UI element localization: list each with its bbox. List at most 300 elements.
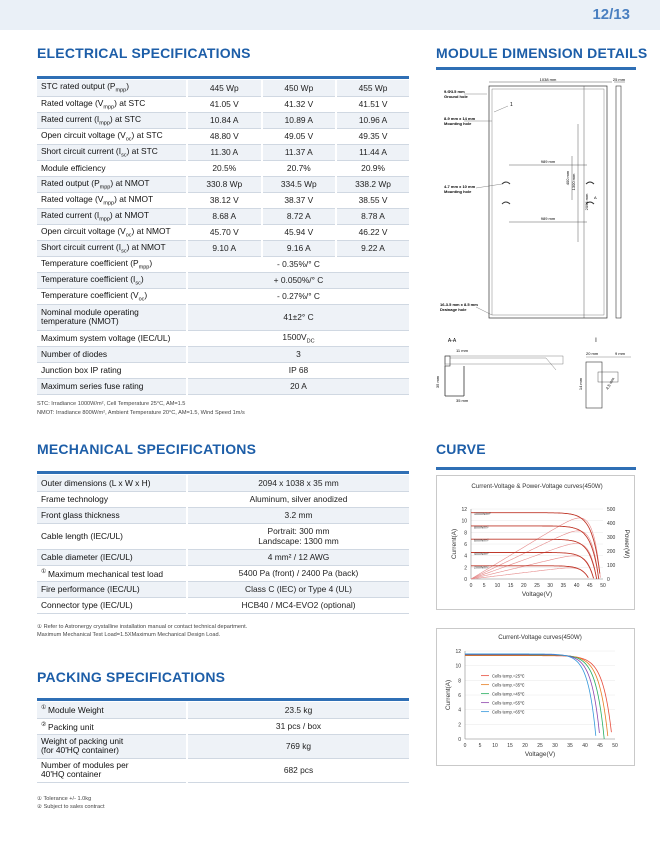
y-tick-label: 12 xyxy=(461,507,467,513)
curve-title: CURVE xyxy=(436,441,486,457)
spec-label-text: Maximum mechanical test load xyxy=(48,568,164,579)
table-row xyxy=(37,581,409,597)
spec-value-text: 41±2° C xyxy=(283,312,314,322)
y-tick-label: 0 xyxy=(458,737,461,743)
table-row xyxy=(37,176,409,192)
power-curve xyxy=(471,568,589,579)
spec-value: 45.70 V xyxy=(187,224,262,240)
mount-spacing-label-1: 989 mm xyxy=(540,159,556,164)
table-row xyxy=(37,160,409,176)
spec-label xyxy=(37,565,187,581)
x-tick-label: 15 xyxy=(507,743,513,749)
spec-label xyxy=(37,304,187,330)
y-axis-label: Current(A) xyxy=(445,679,452,711)
table-row xyxy=(37,330,409,346)
x-tick-label: 5 xyxy=(478,743,482,749)
spec-label-text: STC rated output (P xyxy=(41,81,116,92)
spec-label xyxy=(37,144,187,160)
spec-label-text: Front glass thickness xyxy=(41,510,120,520)
electrical-title: ELECTRICAL SPECIFICATIONS xyxy=(37,45,251,61)
iv-pv-chart xyxy=(437,476,636,611)
series-line xyxy=(471,539,597,579)
spec-value-text: 1500V xyxy=(282,331,307,342)
spec-label-sub: mpp xyxy=(103,104,115,111)
x-tick-label: 5 xyxy=(482,583,486,589)
table-row xyxy=(37,288,409,304)
table-row xyxy=(37,112,409,128)
mounting-hole-label-1: 8-9 mm x 14 mm xyxy=(444,116,476,121)
spec-label-sub: mpp xyxy=(138,264,150,271)
section-width-35: 35 mm xyxy=(456,398,469,403)
spec-label-sub: mpp xyxy=(99,216,110,223)
electrical-table xyxy=(37,80,409,395)
series-label: 400W/m² xyxy=(474,551,489,556)
spec-label-text: Short circuit current (I xyxy=(41,241,122,252)
legend-label: Cells temp.=35℃ xyxy=(492,682,525,688)
spec-value: 20.7% xyxy=(262,160,337,176)
spec-label xyxy=(37,160,187,176)
spec-value: 9.22 A xyxy=(336,240,409,256)
spec-value-sub: DC xyxy=(306,338,315,345)
spec-value-text: HCB40 / MC4-EVO2 (optional) xyxy=(241,600,356,610)
spec-label xyxy=(37,208,187,224)
spec-label-sub: mpp xyxy=(99,120,110,127)
spec-label xyxy=(37,80,187,96)
spec-label-end: ) xyxy=(144,289,148,300)
spec-label-text: Short circuit current (I xyxy=(41,145,122,156)
spec-value xyxy=(187,378,409,394)
x-tick-label: 30 xyxy=(547,583,553,589)
spec-label xyxy=(37,362,187,378)
spec-label-end: ) at STC xyxy=(114,97,146,108)
spec-label-text: Temperature coefficient (V xyxy=(41,289,139,300)
power-curve xyxy=(471,531,598,579)
table-row xyxy=(37,240,409,256)
spec-label-text: Rated current (I xyxy=(41,113,100,124)
table-row xyxy=(37,475,409,491)
table-row xyxy=(37,734,409,758)
spec-value: 38.55 V xyxy=(336,192,409,208)
spec-value xyxy=(187,549,409,565)
footnote-mark: ① xyxy=(41,705,49,712)
series-label: 1000W/m² xyxy=(474,512,491,517)
drainage-hole-label: 16-3.5 mm x 8.5 mm xyxy=(440,302,478,307)
spec-value: 9.16 A xyxy=(262,240,337,256)
section-aa-label: A-A xyxy=(447,338,457,344)
spec-value xyxy=(187,346,409,362)
footnote-mark: ① xyxy=(41,568,49,575)
spec-value-text: Class C (IEC) or Type 4 (UL) xyxy=(245,584,352,594)
spec-value: 38.12 V xyxy=(187,192,262,208)
y-tick-label: 4 xyxy=(464,553,467,560)
spec-value xyxy=(187,256,409,272)
spec-label-text: Rated current (I xyxy=(41,209,100,220)
spec-value: 334.5 Wp xyxy=(262,176,337,192)
x-tick-label: 45 xyxy=(597,743,603,749)
spec-label xyxy=(37,597,187,613)
table-row xyxy=(37,523,409,549)
spec-label-sub: sc xyxy=(121,152,127,159)
spec-value-text: + 0.050%/° C xyxy=(273,275,324,285)
series-line xyxy=(465,655,608,736)
x-tick-label: 40 xyxy=(573,583,580,589)
spec-label-text: Open circuit voltage (V xyxy=(41,129,126,140)
detail-diameter-45: 4.5 mm xyxy=(604,376,616,391)
spec-value xyxy=(187,475,409,491)
packing-title: PACKING SPECIFICATIONS xyxy=(37,669,226,685)
detail-width-20: 20 mm xyxy=(586,351,599,356)
spec-label xyxy=(37,507,187,523)
spec-value-text: 4 mm² / 12 AWG xyxy=(267,552,330,562)
mount-spacing-label-2: 989 mm xyxy=(540,216,556,221)
legend-label: Cells temp.=25℃ xyxy=(492,673,525,679)
mounting-hole-label-2: 4-7 mm x 10 mm xyxy=(444,184,476,189)
x-tick-label: 25 xyxy=(537,743,543,749)
spec-value: 10.84 A xyxy=(187,112,262,128)
ground-hole-label: 9-Φ3.5 mm xyxy=(444,89,465,94)
dimension-title: MODULE DIMENSION DETAILS xyxy=(436,45,648,61)
x-axis-label: Voltage(V) xyxy=(521,591,553,598)
spec-value: 9.10 A xyxy=(187,240,262,256)
spec-label-sub: mpp xyxy=(103,200,115,207)
spec-label-end: ) xyxy=(126,81,129,92)
chart-2-box xyxy=(436,628,635,766)
y2-tick-label: 0 xyxy=(607,577,610,583)
spec-label xyxy=(37,96,187,112)
spec-label-end: ) at NMOT xyxy=(110,177,150,188)
spec-value xyxy=(187,507,409,523)
section-aa-drawing xyxy=(445,356,563,396)
mechanical-note-2: Maximum Mechanical Test Load=1.5XMaximum Mechanical Design Load. xyxy=(37,632,221,638)
section-mark-a: A xyxy=(594,195,597,200)
table-row xyxy=(37,256,409,272)
spec-value: 23.5 kg xyxy=(187,702,409,718)
spec-label xyxy=(37,240,187,256)
spec-label-text: Rated voltage (V xyxy=(41,193,104,204)
spec-label xyxy=(37,224,187,240)
table-row xyxy=(37,718,409,734)
y-tick-label: 8 xyxy=(464,530,467,537)
spec-value xyxy=(187,330,409,346)
spec-label xyxy=(37,330,187,346)
y-tick-label: 6 xyxy=(464,542,467,548)
spec-value-text: 2094 x 1038 x 35 mm xyxy=(258,477,339,488)
y-tick-label: 2 xyxy=(464,565,467,572)
y-tick-label: 10 xyxy=(455,663,461,670)
electrical-note-stc: STC: Irradiance 1000W/m², Cell Temperature 25°C, AM=1.5 xyxy=(37,401,186,407)
spec-value: 49.35 V xyxy=(336,128,409,144)
series-line xyxy=(471,513,600,574)
drainage-hole-sublabel: Drainage hole xyxy=(440,307,467,312)
series-label: 800W/m² xyxy=(474,525,489,530)
table-row xyxy=(37,208,409,224)
y2-tick-label: 500 xyxy=(607,507,616,513)
spec-label xyxy=(37,581,187,597)
x-tick-label: 45 xyxy=(587,583,593,589)
table-row xyxy=(37,144,409,160)
table-row xyxy=(37,128,409,144)
spec-value xyxy=(187,597,409,613)
spec-value: 8.68 A xyxy=(187,208,262,224)
curve-rule xyxy=(436,467,636,470)
x-tick-label: 30 xyxy=(552,743,558,749)
y2-tick-label: 400 xyxy=(607,521,616,527)
spec-label-end: ) at NMOT xyxy=(109,209,149,220)
x-tick-label: 35 xyxy=(560,583,567,589)
spec-value: 20.5% xyxy=(187,160,262,176)
spec-label-text: Weight of packing unit xyxy=(41,736,124,746)
spec-label-text: Module efficiency xyxy=(41,163,106,173)
y2-tick-label: 100 xyxy=(607,563,616,569)
mechanical-rule xyxy=(37,471,409,474)
series-label: 600W/m² xyxy=(474,538,489,543)
y-tick-label: 0 xyxy=(464,577,467,583)
y-axis-label: Current(A) xyxy=(451,528,458,560)
spec-value-text: 3.2 mm xyxy=(284,510,313,520)
table-row xyxy=(37,272,409,288)
spec-label-text: Outer dimensions (L x W x H) xyxy=(41,477,151,488)
spec-label-sub: oc xyxy=(138,296,145,303)
spec-value-line-2: Landscape: 1300 mm xyxy=(258,536,339,546)
mechanical-table xyxy=(37,475,409,614)
spec-label xyxy=(37,475,187,491)
spec-value: 11.30 A xyxy=(187,144,262,160)
y-tick-label: 2 xyxy=(458,722,461,729)
spec-value xyxy=(187,565,409,581)
height-label-400: 400 mm xyxy=(565,170,570,186)
spec-value: 41.51 V xyxy=(336,96,409,112)
x-tick-label: 20 xyxy=(522,743,528,749)
spec-value xyxy=(187,288,409,304)
spec-label xyxy=(37,346,187,362)
table-row xyxy=(37,362,409,378)
spec-label-text: Maximum system voltage (IEC/UL) xyxy=(41,333,171,343)
spec-label xyxy=(37,256,187,272)
packing-rule xyxy=(37,698,409,701)
detail-mark-1: 1 xyxy=(510,102,513,108)
dimension-rule xyxy=(436,67,636,70)
spec-label-end: ) at NMOT xyxy=(126,241,166,252)
spec-label xyxy=(37,491,187,507)
mechanical-title: MECHANICAL SPECIFICATIONS xyxy=(37,441,257,457)
chart-title: Current-Voltage & Power-Voltage curves(450W) xyxy=(471,483,603,490)
packing-note-1: ① Tolerance +/- 1.0kg xyxy=(37,796,92,802)
page-number: 12/13 xyxy=(592,6,630,23)
legend-label: Cells temp.=45℃ xyxy=(492,691,525,697)
spec-label-text: Temperature coefficient (P xyxy=(41,257,139,268)
height-label-1300: 1300 mm xyxy=(571,173,576,191)
spec-label-sub: oc xyxy=(125,136,132,143)
spec-label-text: Frame technology xyxy=(41,494,109,504)
x-tick-label: 25 xyxy=(534,583,540,589)
spec-value-text: IP 68 xyxy=(288,365,309,375)
spec-value: 450 Wp xyxy=(262,80,337,96)
width-label: 1038 mm xyxy=(539,77,557,82)
y-tick-label: 8 xyxy=(458,678,461,685)
spec-label-end: ) at STC xyxy=(109,113,142,124)
header-band xyxy=(0,0,660,30)
spec-label-text: Nominal module operating temperature (NMOT) xyxy=(41,307,139,326)
height-label-2094: 2094 mm xyxy=(584,193,589,211)
spec-label-end: ) xyxy=(149,257,153,268)
spec-value: 8.72 A xyxy=(262,208,337,224)
packing-note-2: ② Subject to sales contract xyxy=(37,804,105,810)
y-tick-label: 4 xyxy=(458,707,461,714)
series-line xyxy=(465,655,604,739)
y2-tick-label: 200 xyxy=(607,549,616,555)
x-tick-label: 50 xyxy=(612,743,618,749)
spec-value: 10.96 A xyxy=(336,112,409,128)
table-row xyxy=(37,80,409,96)
spec-value: 11.44 A xyxy=(336,144,409,160)
table-row xyxy=(37,346,409,362)
spec-value-text: - 0.35%/° C xyxy=(277,259,320,269)
spec-label-text: Rated output (P xyxy=(41,177,100,188)
mechanical-note-1: ① Refer to Astronergy crystalline installation manual or contact technical department. xyxy=(37,624,248,630)
spec-value: 38.37 V xyxy=(262,192,337,208)
spec-label xyxy=(37,758,187,782)
series-label: 200W/m² xyxy=(474,565,489,570)
detail-width-9: 9 mm xyxy=(615,351,625,356)
legend-label: Cells temp.=65℃ xyxy=(492,709,525,715)
spec-label-text: Connector type (IEC/UL) xyxy=(41,600,133,610)
spec-value xyxy=(187,362,409,378)
spec-label-text: Junction box IP rating xyxy=(41,365,122,375)
spec-value: 20.9% xyxy=(336,160,409,176)
chart-title: Current-Voltage curves(450W) xyxy=(498,634,582,641)
footnote-mark: ② xyxy=(41,721,49,728)
spec-label xyxy=(37,192,187,208)
spec-label xyxy=(37,523,187,549)
spec-value: 455 Wp xyxy=(336,80,409,96)
spec-label xyxy=(37,176,187,192)
spec-label xyxy=(37,128,187,144)
spec-value: 46.22 V xyxy=(336,224,409,240)
spec-value: 338.2 Wp xyxy=(336,176,409,192)
module-dimension-drawing xyxy=(436,72,636,402)
spec-value: 445 Wp xyxy=(187,80,262,96)
spec-label-text: Cable diameter (IEC/UL) xyxy=(41,552,133,562)
section-width-11: 11 mm xyxy=(456,348,468,353)
spec-label-sub: mpp xyxy=(115,88,127,95)
section-height-35: 35 mm xyxy=(435,375,440,389)
spec-label xyxy=(37,718,187,734)
spec-label-text: Number of diodes xyxy=(41,349,108,359)
spec-label-text-2: (for 40'HQ container) xyxy=(41,745,119,755)
legend-label: Cells temp.=55℃ xyxy=(492,700,525,706)
spec-value: 41.32 V xyxy=(262,96,337,112)
spec-label-sub: sc xyxy=(121,248,127,255)
x-tick-label: 35 xyxy=(567,743,573,749)
table-row xyxy=(37,549,409,565)
spec-label-end: ) at STC xyxy=(131,129,163,140)
module-side-view xyxy=(616,86,621,318)
y-tick-label: 12 xyxy=(455,649,461,655)
spec-label-end: ) xyxy=(140,273,144,284)
spec-label-text: Module Weight xyxy=(48,705,104,716)
spec-value: 41.05 V xyxy=(187,96,262,112)
y-tick-label: 10 xyxy=(461,518,467,525)
spec-label-sub: mpp xyxy=(99,184,111,191)
table-row xyxy=(37,702,409,718)
spec-label xyxy=(37,702,187,718)
detail-i-label: I xyxy=(595,338,597,344)
x-tick-label: 0 xyxy=(469,583,473,589)
table-row xyxy=(37,378,409,394)
spec-label-text: Maximum series fuse rating xyxy=(41,381,144,391)
spec-value-text: 3 xyxy=(296,349,301,359)
y2-tick-label: 300 xyxy=(607,535,616,541)
spec-label-sub: sc xyxy=(135,280,141,287)
spec-value-text: 20 A xyxy=(290,381,307,391)
spec-value: 31 pcs / box xyxy=(187,718,409,734)
spec-label xyxy=(37,288,187,304)
spec-value-line-1: Portrait: 300 mm xyxy=(267,526,330,536)
x-tick-label: 0 xyxy=(463,743,467,749)
spec-label xyxy=(37,112,187,128)
spec-label xyxy=(37,378,187,394)
x-tick-label: 20 xyxy=(521,583,527,589)
table-row xyxy=(37,565,409,581)
spec-label xyxy=(37,734,187,758)
detail-height-14: 14 mm xyxy=(578,377,583,391)
spec-value xyxy=(187,491,409,507)
x-tick-label: 40 xyxy=(582,743,588,749)
table-row xyxy=(37,507,409,523)
x-tick-label: 10 xyxy=(494,583,501,589)
spec-label xyxy=(37,272,187,288)
spec-value: 769 kg xyxy=(187,734,409,758)
spec-label-end: ) at NMOT xyxy=(114,193,154,204)
table-row xyxy=(37,224,409,240)
spec-value-text: 5400 Pa (front) / 2400 Pa (back) xyxy=(238,568,359,578)
spec-label-text: Cable length (IEC/UL) xyxy=(41,531,123,541)
spec-label-text: Open circuit voltage (V xyxy=(41,225,126,236)
spec-value: 8.78 A xyxy=(336,208,409,224)
packing-table xyxy=(37,702,409,783)
spec-value-text: Aluminum, silver anodized xyxy=(249,494,348,504)
x-tick-label: 15 xyxy=(507,583,514,589)
spec-label-text: Temperature coefficient (I xyxy=(41,273,136,284)
spec-value: 48.80 V xyxy=(187,128,262,144)
spec-label-text-2: 40'HQ container xyxy=(41,769,102,779)
spec-label-text: Packing unit xyxy=(48,721,94,732)
x-tick-label: 10 xyxy=(492,743,498,749)
spec-value xyxy=(187,304,409,330)
spec-value: 45.94 V xyxy=(262,224,337,240)
x-tick-label: 50 xyxy=(600,583,606,589)
ground-hole-sublabel: Ground hole xyxy=(444,94,468,99)
spec-value: 682 pcs xyxy=(187,758,409,782)
iv-temperature-chart xyxy=(437,629,636,767)
mounting-hole-sublabel-2: Mounting hole xyxy=(444,189,472,194)
spec-label-text: Number of modules per xyxy=(41,760,129,770)
x-axis-label: Voltage(V) xyxy=(524,751,556,758)
spec-label-end: ) at NMOT xyxy=(131,225,171,236)
table-row xyxy=(37,758,409,782)
chart-1-box xyxy=(436,475,635,610)
spec-label xyxy=(37,549,187,565)
spec-label-end: ) at STC xyxy=(126,145,158,156)
electrical-rule xyxy=(37,76,409,79)
thickness-label: 25 mm xyxy=(612,77,626,82)
table-row xyxy=(37,192,409,208)
table-row xyxy=(37,96,409,112)
spec-value xyxy=(187,272,409,288)
table-row xyxy=(37,597,409,613)
y2-axis-label: Power(W) xyxy=(623,529,630,559)
spec-value: 11.37 A xyxy=(262,144,337,160)
